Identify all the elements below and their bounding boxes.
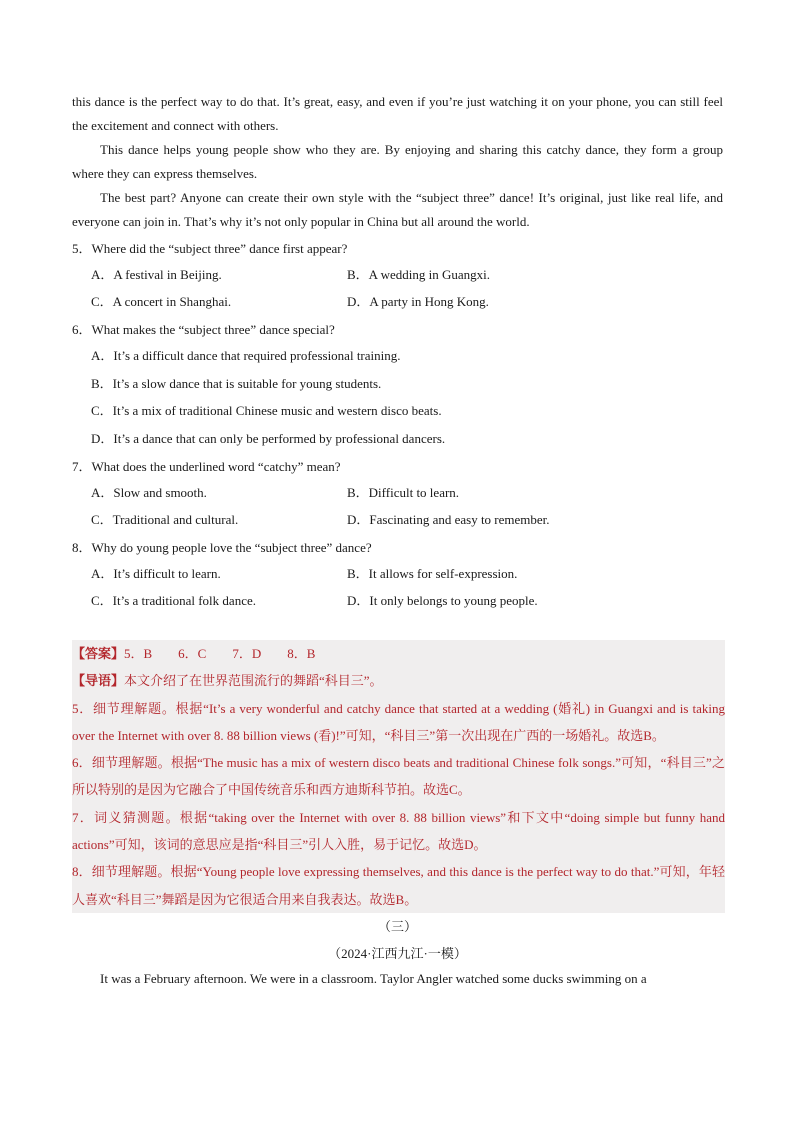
question-7-stem: 7．What does the underlined word “catchy” mean? (72, 459, 341, 474)
question-5-option-a: A．A festival in Beijing. (91, 267, 222, 282)
section-opening-paragraph: It was a February afternoon. We were in a classroom. Taylor Angler watched some ducks swimming on a (100, 970, 647, 986)
question-7-option-c: C．Traditional and cultural. (91, 512, 239, 527)
question-5-option-c: C．A concert in Shanghai. (91, 294, 232, 309)
answer-key-line (72, 640, 725, 667)
passage-paragraph-1: this dance is the perfect way to do that. It’s great, easy, and even if you’re just watching it on your phone, you can still feel the excitement and connect with others. (72, 94, 723, 133)
question-6-stem: 6．What makes the “subject three” dance special? (72, 322, 335, 337)
section-number: （三） (377, 918, 417, 934)
question-8-options (91, 560, 723, 614)
answer-explanation-box (72, 640, 725, 913)
explanation-5: 5．细节理解题。根据“It’s a very wonderful and catchy dance that started at a wedding (婚礼) in Guangxi and is taking over the Internet with over 8. 88 billion views (看)!”可知，“科目三”第一次出现在广西的一场婚礼。故选B。 (72, 700, 725, 743)
question-7-option-d: D．Fascinating and easy to remember. (347, 512, 550, 527)
passage-paragraph-3: The best part? Anyone can create their own style with the “subject three” dance! It’s original, just like real life, and everyone can join in. That’s why it’s not only popular in China but all around the world. (72, 190, 723, 229)
question-8-stem: 8．Why do young people love the “subject three” dance? (72, 540, 372, 555)
question-6-option-a: A．It’s a difficult dance that required professional training. (91, 348, 401, 363)
explanation-6: 6．细节理解题。根据“The music has a mix of western disco beats and traditional Chinese folk songs.”可知，“科目三”之所以特别的是因为它融合了中国传统音乐和西方迪斯科节拍。故选C。 (72, 755, 725, 798)
explanation-8: 8．细节理解题。根据“Young people love expressing themselves, and this dance is the perfect way to do that.”可知，年轻人喜欢“科目三”舞蹈是因为它很适合用来自我表达。故选B。 (72, 864, 725, 907)
question-7-option-a: A．Slow and smooth. (91, 485, 207, 500)
answer-values: 5．B 6．C 7．D 8．B (124, 646, 316, 661)
question-8-option-b: B．It allows for self-expression. (347, 566, 518, 581)
question-5-stem: 5．Where did the “subject three” dance first appear? (72, 241, 348, 256)
passage-paragraph-2: This dance helps young people show who they are. By enjoying and sharing this catchy dance, they form a group where they can express themselves. (72, 142, 723, 181)
document-page (72, 90, 723, 991)
guide-line (72, 667, 725, 694)
section-source: （2024·江西九江·一模） (328, 945, 467, 961)
question-8-option-c: C．It’s a traditional folk dance. (91, 593, 256, 608)
question-7-option-b: B．Difficult to learn. (347, 485, 460, 500)
question-5-options (91, 261, 723, 315)
guide-label: 【导语】 (72, 673, 125, 689)
question-8-option-a: A．It’s difficult to learn. (91, 566, 221, 581)
question-6-option-d: D．It’s a dance that can only be performed by professional dancers. (91, 430, 446, 446)
question-6-option-b: B．It’s a slow dance that is suitable for young students. (91, 375, 382, 391)
question-5-option-d: D．A party in Hong Kong. (347, 294, 489, 309)
question-5-option-b: B．A wedding in Guangxi. (347, 267, 490, 282)
answer-label: 【答案】 (72, 646, 125, 661)
question-8-option-d: D．It only belongs to young people. (347, 593, 538, 608)
question-7-options (91, 479, 723, 533)
guide-text: 本文介绍了在世界范围流行的舞蹈“科目三”。 (124, 673, 383, 689)
question-6-option-c: C．It’s a mix of traditional Chinese music and western disco beats. (91, 403, 442, 418)
explanation-7: 7．词义猜测题。根据“taking over the Internet with over 8. 88 billion views”和下文中“doing simple but funny hand actions”可知，该词的意思应是指“科目三”引人入胜，易于记忆。故选D。 (72, 809, 725, 853)
